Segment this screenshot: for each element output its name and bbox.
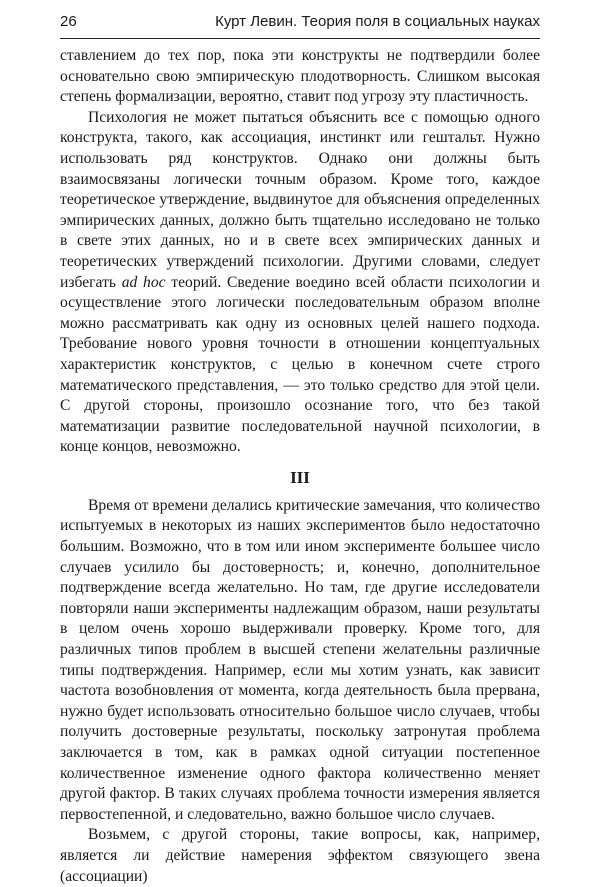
- paragraph-constructs-part-b: теорий. Сведение воедино всей области психологии и осуществление этого логически последовательным образом вполне можно рассматривать как одну из основных целей нашего подхода. Требование нового уровня точности в отношении концептуальных характеристик конструктов, с целью в конечном счете строго математического представления, — это только средство для этой цели. С другой стороны, произошло осознание того, что без такой математизации развитие последовательной научной психологии, в конце концов, невозможно.: [60, 273, 540, 456]
- page-number: 26: [60, 13, 77, 30]
- paragraph-constructs-part-a: Психология не может пытаться объяснить все с помощью одного конструкта, такого, как ассоциация, инстинкт или гештальт. Нужно использовать ряд конструктов. Однако они должны быть взаимосвязаны логически точным образом. Кроме того, каждое теоретическое утверждение, выдвинутое для объяснения определенных эмпирических данных, должно быть тщательно исследовано не только в свете этих данных, но и в свете всех эмпирических данных и теоретических утверждений психологии. Другими словами, следует избегать: [60, 108, 540, 291]
- paragraph-intention: Возьмем, с другой стороны, такие вопросы, как, например, является ли действие намерения эффектом связующего звена (ассоциации): [60, 826, 540, 885]
- section-heading: III: [290, 467, 310, 487]
- paragraph-constructs: [60, 108, 540, 458]
- paragraph-continued: ставлением до тех пор, пока эти конструкты не подтвердили более основательно свою эмпирическую плодотворность. Слишком высокая степень формализации, вероятно, ставит под угрозу эту пластичность.: [60, 47, 540, 106]
- running-title: Курт Левин. Теория поля в социальных науках: [215, 13, 540, 30]
- paragraph-critique: Время от времени делались критические замечания, что количество испытуемых в некоторых из наших экспериментов было недостаточно большим. Возможно, что в том или ином эксперименте большее число случаев усилило бы достоверность; и, конечно, дополнительное подтверждение всегда желательно. Но там, где другие исследователи повторяли наши эксперименты надлежащим образом, наши результаты в целом очень хорошо выдерживали проверку. Кроме того, для различных типов проблем в высшей степени желательны различные типы подтверждения. Например, если мы хотим узнать, как зависит частота возобновления от момента, когда деятельность была прервана, нужно будет использовать относительно большое число случаев, чтобы получить достоверные результаты, поскольку затронутая проблема заключается в том, как в рамках одной ситуации постепенное количественное изменение одного фактора количественно меняет другой фактор. В таких случаях проблема точности измерения является первостепенной, и следовательно, важно большое число случаев.: [60, 496, 540, 823]
- running-header: [60, 8, 540, 39]
- body-text: [60, 46, 540, 887]
- ad-hoc-italic: ad hoc: [121, 273, 166, 291]
